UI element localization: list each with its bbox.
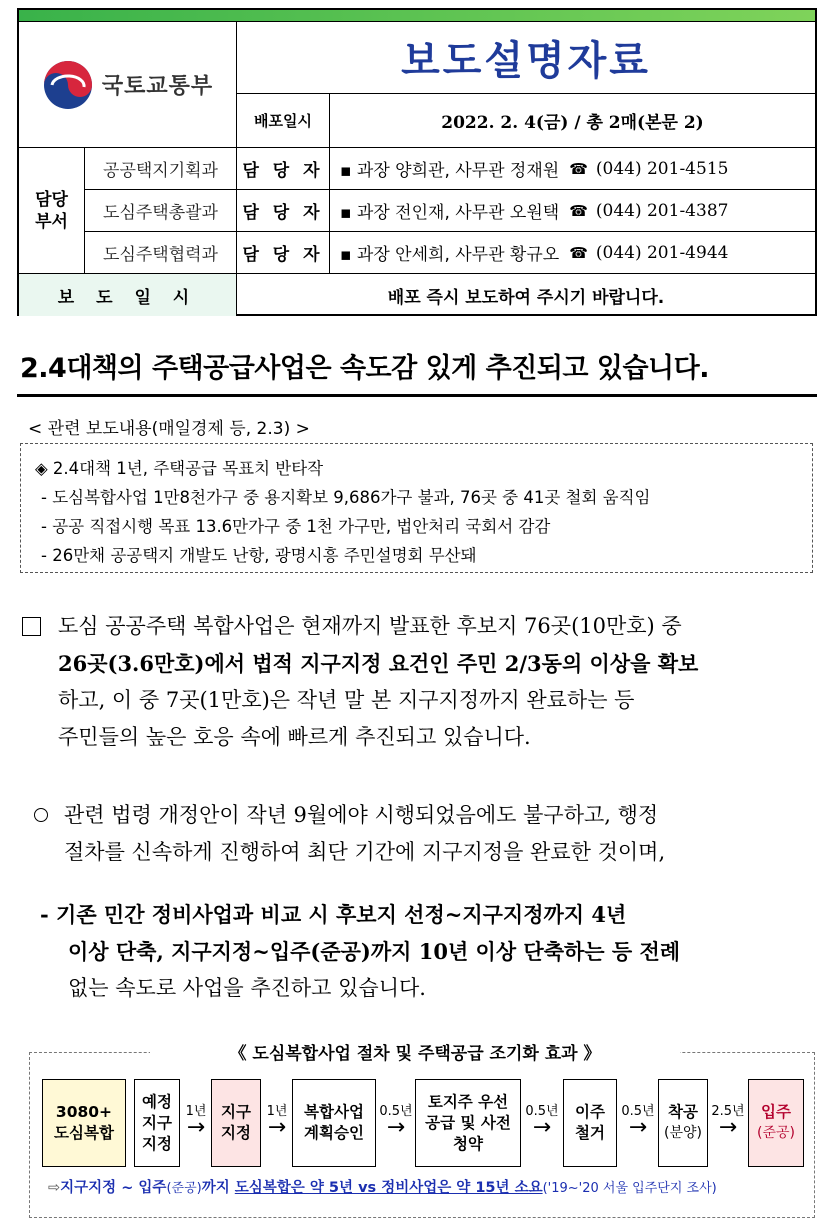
process-step-label: 입주 xyxy=(761,1103,791,1121)
contact-row xyxy=(85,148,815,190)
contact-phone: (044) 201-4944 xyxy=(595,242,729,263)
release-value: 2022. 2. 4(금) / 총 2매(본문 2) xyxy=(330,94,815,148)
contact-dept: 도심주택총괄과 xyxy=(85,190,237,231)
ministry-logo-cell xyxy=(19,22,237,148)
phone-icon: ☎ xyxy=(569,243,588,262)
report-label: 보 도 일 시 xyxy=(19,274,237,316)
process-arrow xyxy=(377,1100,415,1140)
hollow-arrow-icon: ⇨ xyxy=(48,1180,61,1196)
body-line: 이상 단축, 지구지정~입주(준공)까지 10년 이상 단축하는 등 전례 xyxy=(68,939,681,964)
note-span: 까지 xyxy=(201,1180,235,1196)
arrow-duration: 1년 xyxy=(266,1104,288,1119)
diagram-title: 《 도심복합사업 절차 및 주택공급 조기화 효과 》 xyxy=(150,1039,680,1064)
process-step-label: 복합사업 계획승인 xyxy=(304,1103,364,1142)
contact-role: 담 당 자 xyxy=(237,148,330,189)
contact-staff xyxy=(330,148,815,189)
arrow-duration: 0.5년 xyxy=(525,1104,559,1119)
note-span: 지구지정 ~ 입주 xyxy=(60,1180,167,1196)
process-step-label: 지구 지정 xyxy=(221,1103,251,1142)
process-step xyxy=(415,1079,521,1167)
process-step-sub: (준공) xyxy=(757,1125,795,1141)
body-paragraph-1 xyxy=(22,608,822,756)
arrow-duration: 0.5년 xyxy=(379,1104,413,1119)
dept-label-text: 담당 부서 xyxy=(35,189,68,232)
headline-divider xyxy=(17,394,817,397)
contact-dept: 도심주택협력과 xyxy=(85,232,237,273)
right-arrow-icon: → xyxy=(718,1115,738,1140)
checkbox-square-icon xyxy=(22,617,41,636)
process-step xyxy=(42,1079,126,1167)
release-label: 배포일시 xyxy=(237,94,330,148)
right-arrow-icon: → xyxy=(186,1115,206,1140)
diagram-note xyxy=(48,1176,808,1197)
process-step xyxy=(748,1079,804,1167)
body-paragraph-3 xyxy=(40,896,820,1007)
report-value: 배포 즉시 보도하여 주시기 바랍니다. xyxy=(387,287,665,308)
taegeuk-logo-icon xyxy=(42,59,94,111)
process-arrow xyxy=(522,1100,562,1140)
process-step xyxy=(134,1079,180,1167)
headline: 2.4대책의 주택공급사업은 속도감 있게 추진되고 있습니다. xyxy=(20,353,709,384)
related-item: - 26만채 공공택지 개발도 난항, 광명시흥 주민설명회 무산돼 xyxy=(41,546,477,565)
process-step xyxy=(563,1079,617,1167)
contact-phone: (044) 201-4515 xyxy=(595,158,729,179)
related-main-item: ◈ 2.4대책 1년, 주택공급 목표치 반타작 xyxy=(35,459,324,478)
arrow-duration: 2.5년 xyxy=(711,1104,745,1119)
right-arrow-icon: → xyxy=(628,1115,648,1140)
contact-phone: (044) 201-4387 xyxy=(595,200,729,221)
contact-role: 담 당 자 xyxy=(237,190,330,231)
right-arrow-icon: → xyxy=(267,1115,287,1140)
body-line: 26곳(3.6만호)에서 법적 지구지정 요건인 주민 2/3동의 이상을 확보 xyxy=(58,651,699,676)
process-step-label: 토지주 우선 공급 및 사전청약 xyxy=(425,1092,511,1153)
contact-staff-names: ▪ 과장 전인재, 사무관 오원택 xyxy=(340,203,560,223)
phone-icon: ☎ xyxy=(569,159,588,178)
process-step-label: 예정 지구 지정 xyxy=(142,1092,172,1153)
contact-row xyxy=(85,190,815,232)
note-emphasis: 도심복합은 약 5년 vs 정비사업은 약 15년 소요 xyxy=(234,1180,543,1196)
contact-staff xyxy=(330,232,815,273)
process-arrow xyxy=(709,1100,747,1140)
dept-label xyxy=(19,148,85,274)
process-step-sub: (분양) xyxy=(664,1125,702,1141)
note-span: (준공) xyxy=(166,1181,202,1196)
process-step xyxy=(211,1079,261,1167)
related-item: - 공공 직접시행 목표 13.6만가구 중 1천 가구만, 법안처리 국회서 감감 xyxy=(41,517,551,536)
arrow-duration: 1년 xyxy=(185,1104,207,1119)
process-arrow xyxy=(181,1100,211,1140)
circle-bullet-icon xyxy=(34,808,48,822)
related-title: < 관련 보도내용(매일경제 등, 2.3) > xyxy=(28,419,310,439)
press-header-table xyxy=(17,8,817,316)
ministry-name: 국토교통부 xyxy=(101,74,214,99)
body-line: 하고, 이 중 7곳(1만호)은 작년 말 본 지구지정까지 완료하는 등 xyxy=(58,688,635,712)
arrow-duration: 0.5년 xyxy=(621,1104,655,1119)
contact-role: 담 당 자 xyxy=(237,232,330,273)
process-step-label: 이주 철거 xyxy=(575,1103,605,1142)
body-paragraph-2 xyxy=(30,797,820,871)
process-step xyxy=(292,1079,376,1167)
related-news-box xyxy=(20,443,813,573)
body-line: 관련 법령 개정안이 작년 9월에야 시행되었음에도 불구하고, 행정 xyxy=(64,803,659,827)
right-arrow-icon: → xyxy=(532,1115,552,1140)
contact-staff-names: ▪ 과장 안세희, 사무관 황규오 xyxy=(340,245,560,265)
body-line: 주민들의 높은 호응 속에 빠르게 추진되고 있습니다. xyxy=(58,725,531,749)
body-line: - 기존 민간 정비사업과 비교 시 후보지 선정~지구지정까지 4년 xyxy=(40,902,627,927)
body-line: 없는 속도로 사업을 추진하고 있습니다. xyxy=(68,976,426,1000)
phone-icon: ☎ xyxy=(569,201,588,220)
right-arrow-icon: → xyxy=(386,1115,406,1140)
process-step-label: 3080+ 도심복합 xyxy=(54,1103,114,1142)
process-arrow xyxy=(262,1100,292,1140)
body-line: 도심 공공주택 복합사업은 현재까지 발표한 후보지 76곳(10만호) 중 xyxy=(58,614,682,638)
doc-type-cell xyxy=(237,22,815,94)
note-source: ('19~'20 서울 입주단지 조사) xyxy=(542,1181,717,1196)
doc-type-title: 보도설명자료 xyxy=(401,38,651,84)
process-step-label: 착공 xyxy=(668,1103,698,1121)
body-line: 절차를 신속하게 진행하여 최단 기간에 지구지정을 완료한 것이며, xyxy=(64,840,666,864)
contact-staff-names: ▪ 과장 양희관, 사무관 정재원 xyxy=(340,161,560,181)
process-step xyxy=(658,1079,708,1167)
contact-row xyxy=(85,232,815,274)
related-item: - 도심복합사업 1만8천가구 중 용지확보 9,686가구 불과, 76곳 중 41곳 철회 움직임 xyxy=(41,488,651,507)
process-arrow xyxy=(618,1100,658,1140)
contact-dept: 공공택지기획과 xyxy=(85,148,237,189)
header-green-bar xyxy=(19,10,815,22)
contact-staff xyxy=(330,190,815,231)
